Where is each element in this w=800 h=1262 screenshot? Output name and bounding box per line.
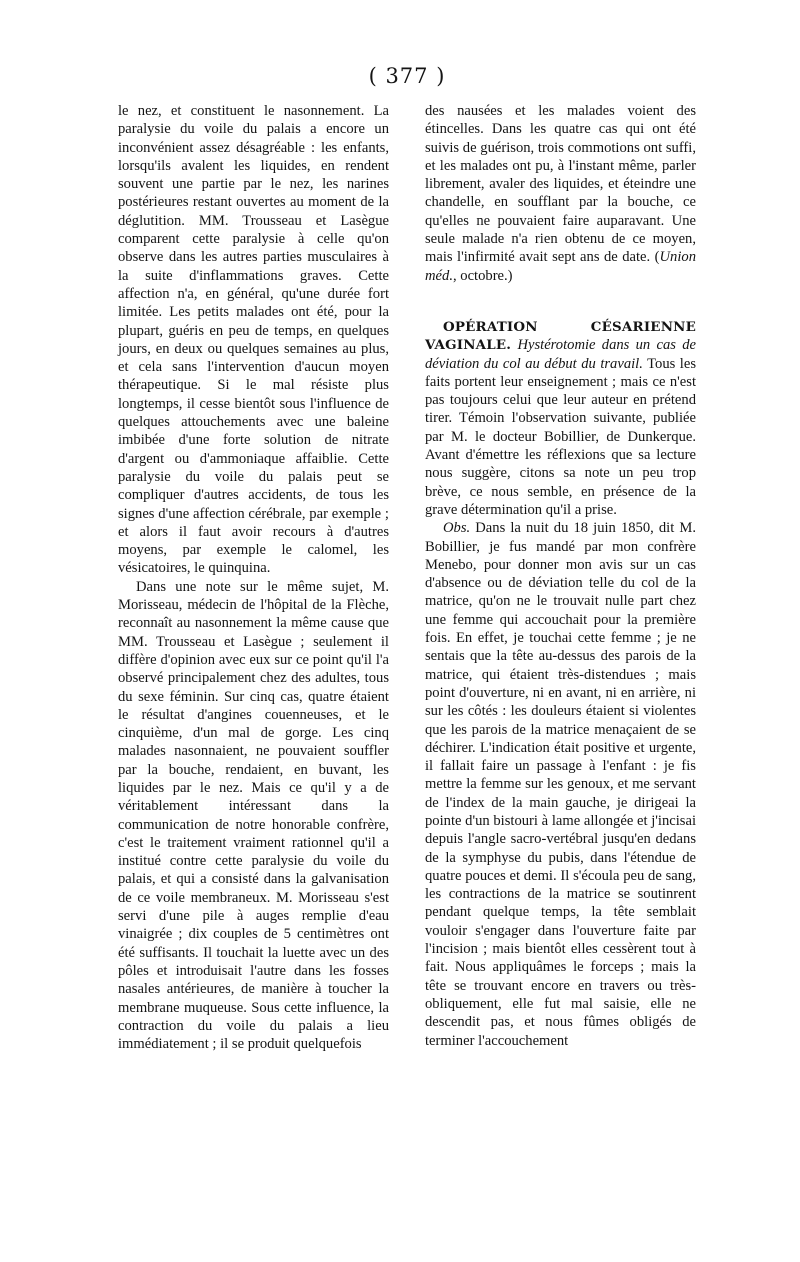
source-date: , octobre.) xyxy=(452,267,513,284)
paragraph-nasonnement: le nez, et constituent le nasonnement. La paralysie du voile du palais a encore un inconvénient assez désagréable : les enfants, lorsqu'ils avalent les liquides, en rendent souvent une partie par le nez, les narines postérieures restant ouvertes au moment de la déglutition. MM. Trousseau et Lasègue comparent cette paralysie à celle qu'on observe dans les autres parties musculaires à la suite d'inflammations graves. Cette affection n'a, en général, qu'une durée fort limitée. Les petits malades ont été, pour la plupart, guéris en peu de temps, en quelques jours, en deux ou quelques semaines au plus, et cela sans l'intervention d'aucun moyen thérapeutique. Si le mal résiste plus longtemps, il cesse bientôt sous l'influence de quelques attouchements avec une baleine imbibée d'une forte solution de nitrate d'argent ou d'ammoniaque affaiblie. Cette paralysie du voile du palais peut se compliquer d'autres accidents, de tous les signes d'une affection cérébrale, par exemple ; et alors il faut avoir recours à d'autres moyens, par exemple le calomel, les vésicatoires, le quinquina. xyxy=(118,103,389,577)
page-number: ( 377 ) xyxy=(368,64,446,88)
section-subtitle: Hystérotomie dans un cas de déviation du col au début du travail. xyxy=(425,337,696,372)
right-column xyxy=(425,102,696,1053)
left-column xyxy=(118,102,389,1053)
obs-label: Obs. xyxy=(443,520,471,537)
text-columns xyxy=(118,102,696,1053)
paragraph-commotions-text: des nausées et les malades voient des étincelles. Dans les quatre cas qui ont été suivis de guérison, trois commotions ont suffi, et les malades ont pu, à l'instant même, parler librement, avaler des liquides, et éteindre une chandelle, en soufflant par la bouche, ce qu'elles ne pouvaient faire auparavant. Une seule malade n'a rien obtenu de ce moyen, mais l'infirmité avait sept ans de date. ( xyxy=(425,103,696,266)
obs-text: Dans la nuit du 18 juin 1850, dit M. Bobillier, je fus mandé par mon confrère Menebo, pour donner mon avis sur un cas d'absence ou de déviation telle du col de la matrice, qu'on ne le trouvait nulle part chez une femme qui accouchait pour la première fois. En effet, je touchai cette femme ; je ne sentais que la tête au-dessus des parois de la matrice, qui étaient très-distendues ; mais point d'ouverture, ni en avant, ni en arrière, ni sur les côtés : les douleurs étaient si violentes que les parois de la matrice menaçaient de se déchirer. L'indication était positive et urgente, il fallait faire un passage à l'enfant : je fis mettre la femme sur les genoux, et me servant de l'index de la main gauche, je dirigeai la pointe d'un bistouri à lame allongée et j'incisai depuis l'angle sacro-vertébral jusqu'en dedans de la symphyse du pubis, dans l'étendue de quatre pouces et demi. Il s'écoula peu de sang, les contractions de la matrice se soutinrent pendant quelque temps, la tête semblait vouloir s'engager dans l'ouverture faite par l'incision ; mais bientôt elles cessèrent tout à fait. Nous appliquâmes le forceps ; mais la tête se trouvant encore en travers ou très-obliquement, elle fut mal saisie, elle ne descendit pas, et nous fûmes obligés de terminer l'accouchement xyxy=(425,520,696,1049)
source-citation: Union méd. xyxy=(425,249,696,284)
paragraph-morisseau: Dans une note sur le même sujet, M. Morisseau, médecin de l'hôpital de la Flèche, reconnaît au nasonnement la même cause que MM. Trousseau et Lasègue ; seulement il diffère d'opinion avec eux sur ce point qu'il l'a observé principalement chez des adultes, tous du sexe féminin. Sur cinq cas, quatre étaient le résultat d'angines couenneuses, et le cinquième, d'un mal de gorge. Les cinq malades nasonnaient, ne pouvaient souffler par la bouche, rendaient, en buvant, les liquides par le nez. Mais ce qu'il y a de véritablement intéressant dans la communication de notre honorable confrère, c'est le traitement vraiment rationnel qu'il a institué contre cette paralysie du voile du palais, et qui a consisté dans la galvanisation de ce voile membraneux. M. Morisseau s'est servi d'une pile à auges remplie d'eau vinaigrée ; dix couples de 5 centimètres ont été suffisants. Il touchait la luette avec un des pôles et introduisait l'autre dans les fosses nasales antérieures, de manière à toucher la membrane muqueuse. Sous cette influence, la contraction du voile du palais a lieu immédiatement ; il se produit quelquefois xyxy=(118,578,389,1053)
section-intro-text: Tous les faits portent leur enseignement ; mais ce n'est pas toujours celui que leur auteur en prétend tirer. Témoin l'observation suivante, publiée par M. le docteur Bobillier, de Dunkerque. Avant d'émettre les réflexions que sa lecture nous suggère, citons sa note un peu trop brève, ce nous semble, en présence de la grave détermination qu'il a prise. xyxy=(425,355,696,518)
section-title: OPÉRATION CÉSARIENNE VAGINALE. xyxy=(425,318,696,354)
paragraph-observation xyxy=(425,519,696,1050)
paragraph-commotions xyxy=(425,102,696,285)
section-cesarienne xyxy=(425,318,696,519)
